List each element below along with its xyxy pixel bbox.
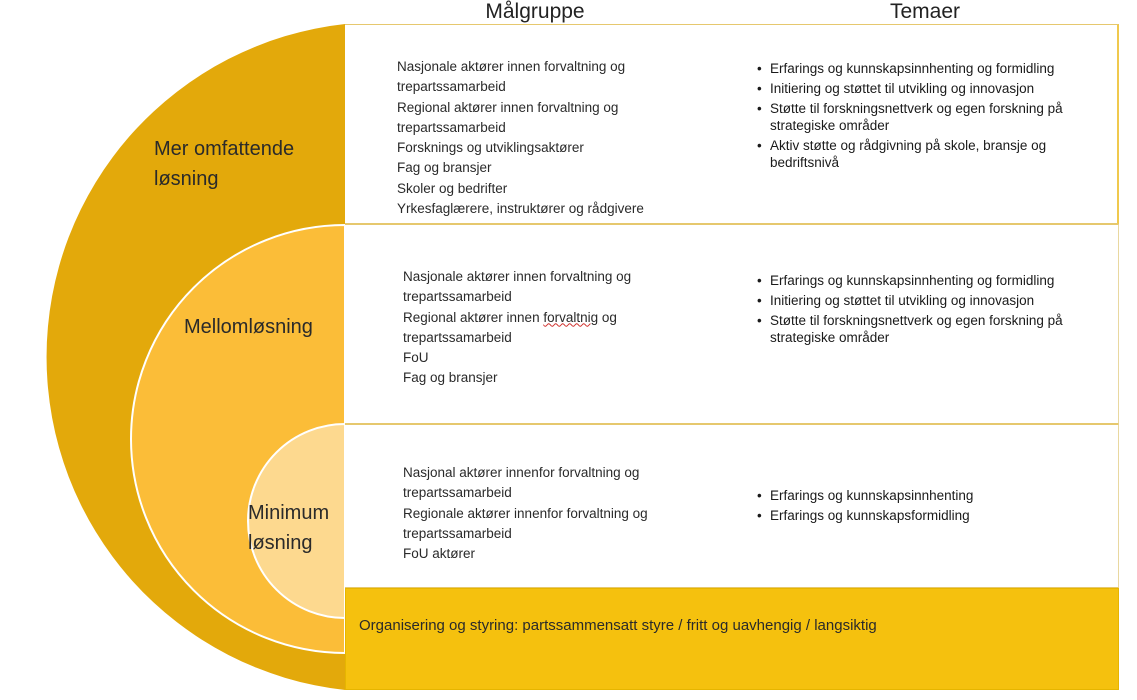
theme-list [757, 60, 1097, 174]
governance-bar [345, 588, 1119, 690]
target-group-line: FoU aktører [403, 546, 476, 562]
level-label-line: Mellomløsning [184, 316, 313, 338]
target-group-list [403, 463, 648, 564]
target-group-line: Fag og bransjer [397, 160, 492, 176]
header-temaer: Temaer [889, 0, 961, 23]
target-group-line: Nasjonal aktører innenfor forvaltning og [403, 465, 640, 480]
level-label-mer-omfattende [154, 134, 294, 194]
theme-item: • Aktiv støtte og rådgivning på skole, bransje og bedriftsnivå [757, 137, 1097, 171]
target-group-line: Regionale aktører innenfor forvaltning og [403, 505, 648, 521]
theme-item: • Initiering og støttet til utvikling og innovasjon [757, 80, 1097, 97]
target-group-line: Regional aktører innen forvaltnig og [403, 309, 617, 325]
theme-item: • Erfarings og kunnskapsformidling [757, 507, 1097, 524]
panel-mellomlosning [345, 224, 1119, 424]
header-malgruppe: Målgruppe [485, 0, 585, 23]
panel-minimum [345, 424, 1119, 588]
target-group-line: Forsknings og utviklingsaktører [397, 140, 584, 156]
theme-item: • Støtte til forskningsnettverk og egen forskning på strategiske områder [757, 100, 1097, 134]
theme-item: • Erfarings og kunnskapsinnhenting og formidling [757, 60, 1097, 77]
level-label-line: Minimum [248, 502, 330, 524]
target-group-line: trepartssamarbeid [403, 525, 512, 541]
theme-list [757, 272, 1097, 349]
target-group-list [397, 57, 644, 219]
target-group-list [403, 267, 631, 389]
level-label-line: løsning [248, 532, 313, 554]
level-label-mellomlosning [184, 312, 313, 342]
target-group-line: trepartssamarbeid [403, 329, 512, 345]
level-label-minimum [248, 498, 329, 558]
target-group-line: Yrkesfaglærere, instruktører og rådgivere [397, 201, 644, 217]
level-label-line: løsning [154, 168, 219, 190]
theme-list [757, 487, 1097, 527]
target-group-line: trepartssamarbeid [397, 79, 506, 95]
target-group-line: trepartssamarbeid [403, 289, 512, 305]
target-group-line: Skoler og bedrifter [397, 180, 508, 196]
target-group-line: Nasjonale aktører innen forvaltning og [403, 269, 632, 284]
theme-item: • Erfarings og kunnskapsinnhenting og formidling [757, 272, 1097, 289]
panel-mer-omfattende [345, 24, 1119, 224]
governance-text: Organisering og styring: partssammensatt styre / fritt og uavhengig / langsiktig [359, 617, 877, 634]
target-group-line: trepartssamarbeid [397, 119, 506, 135]
target-group-line: trepartssamarbeid [403, 485, 512, 501]
target-group-line: FoU [403, 350, 429, 366]
target-group-line: Nasjonale aktører innen forvaltning og [397, 59, 626, 74]
theme-item: • Støtte til forskningsnettverk og egen forskning på strategiske områder [757, 312, 1097, 346]
level-label-line: Mer omfattende [154, 138, 295, 160]
target-group-line: Fag og bransjer [403, 370, 498, 386]
theme-item: • Initiering og støttet til utvikling og innovasjon [757, 292, 1097, 309]
theme-item: • Erfarings og kunnskapsinnhenting [757, 487, 1097, 504]
target-group-line: Regional aktører innen forvaltning og [397, 99, 619, 115]
